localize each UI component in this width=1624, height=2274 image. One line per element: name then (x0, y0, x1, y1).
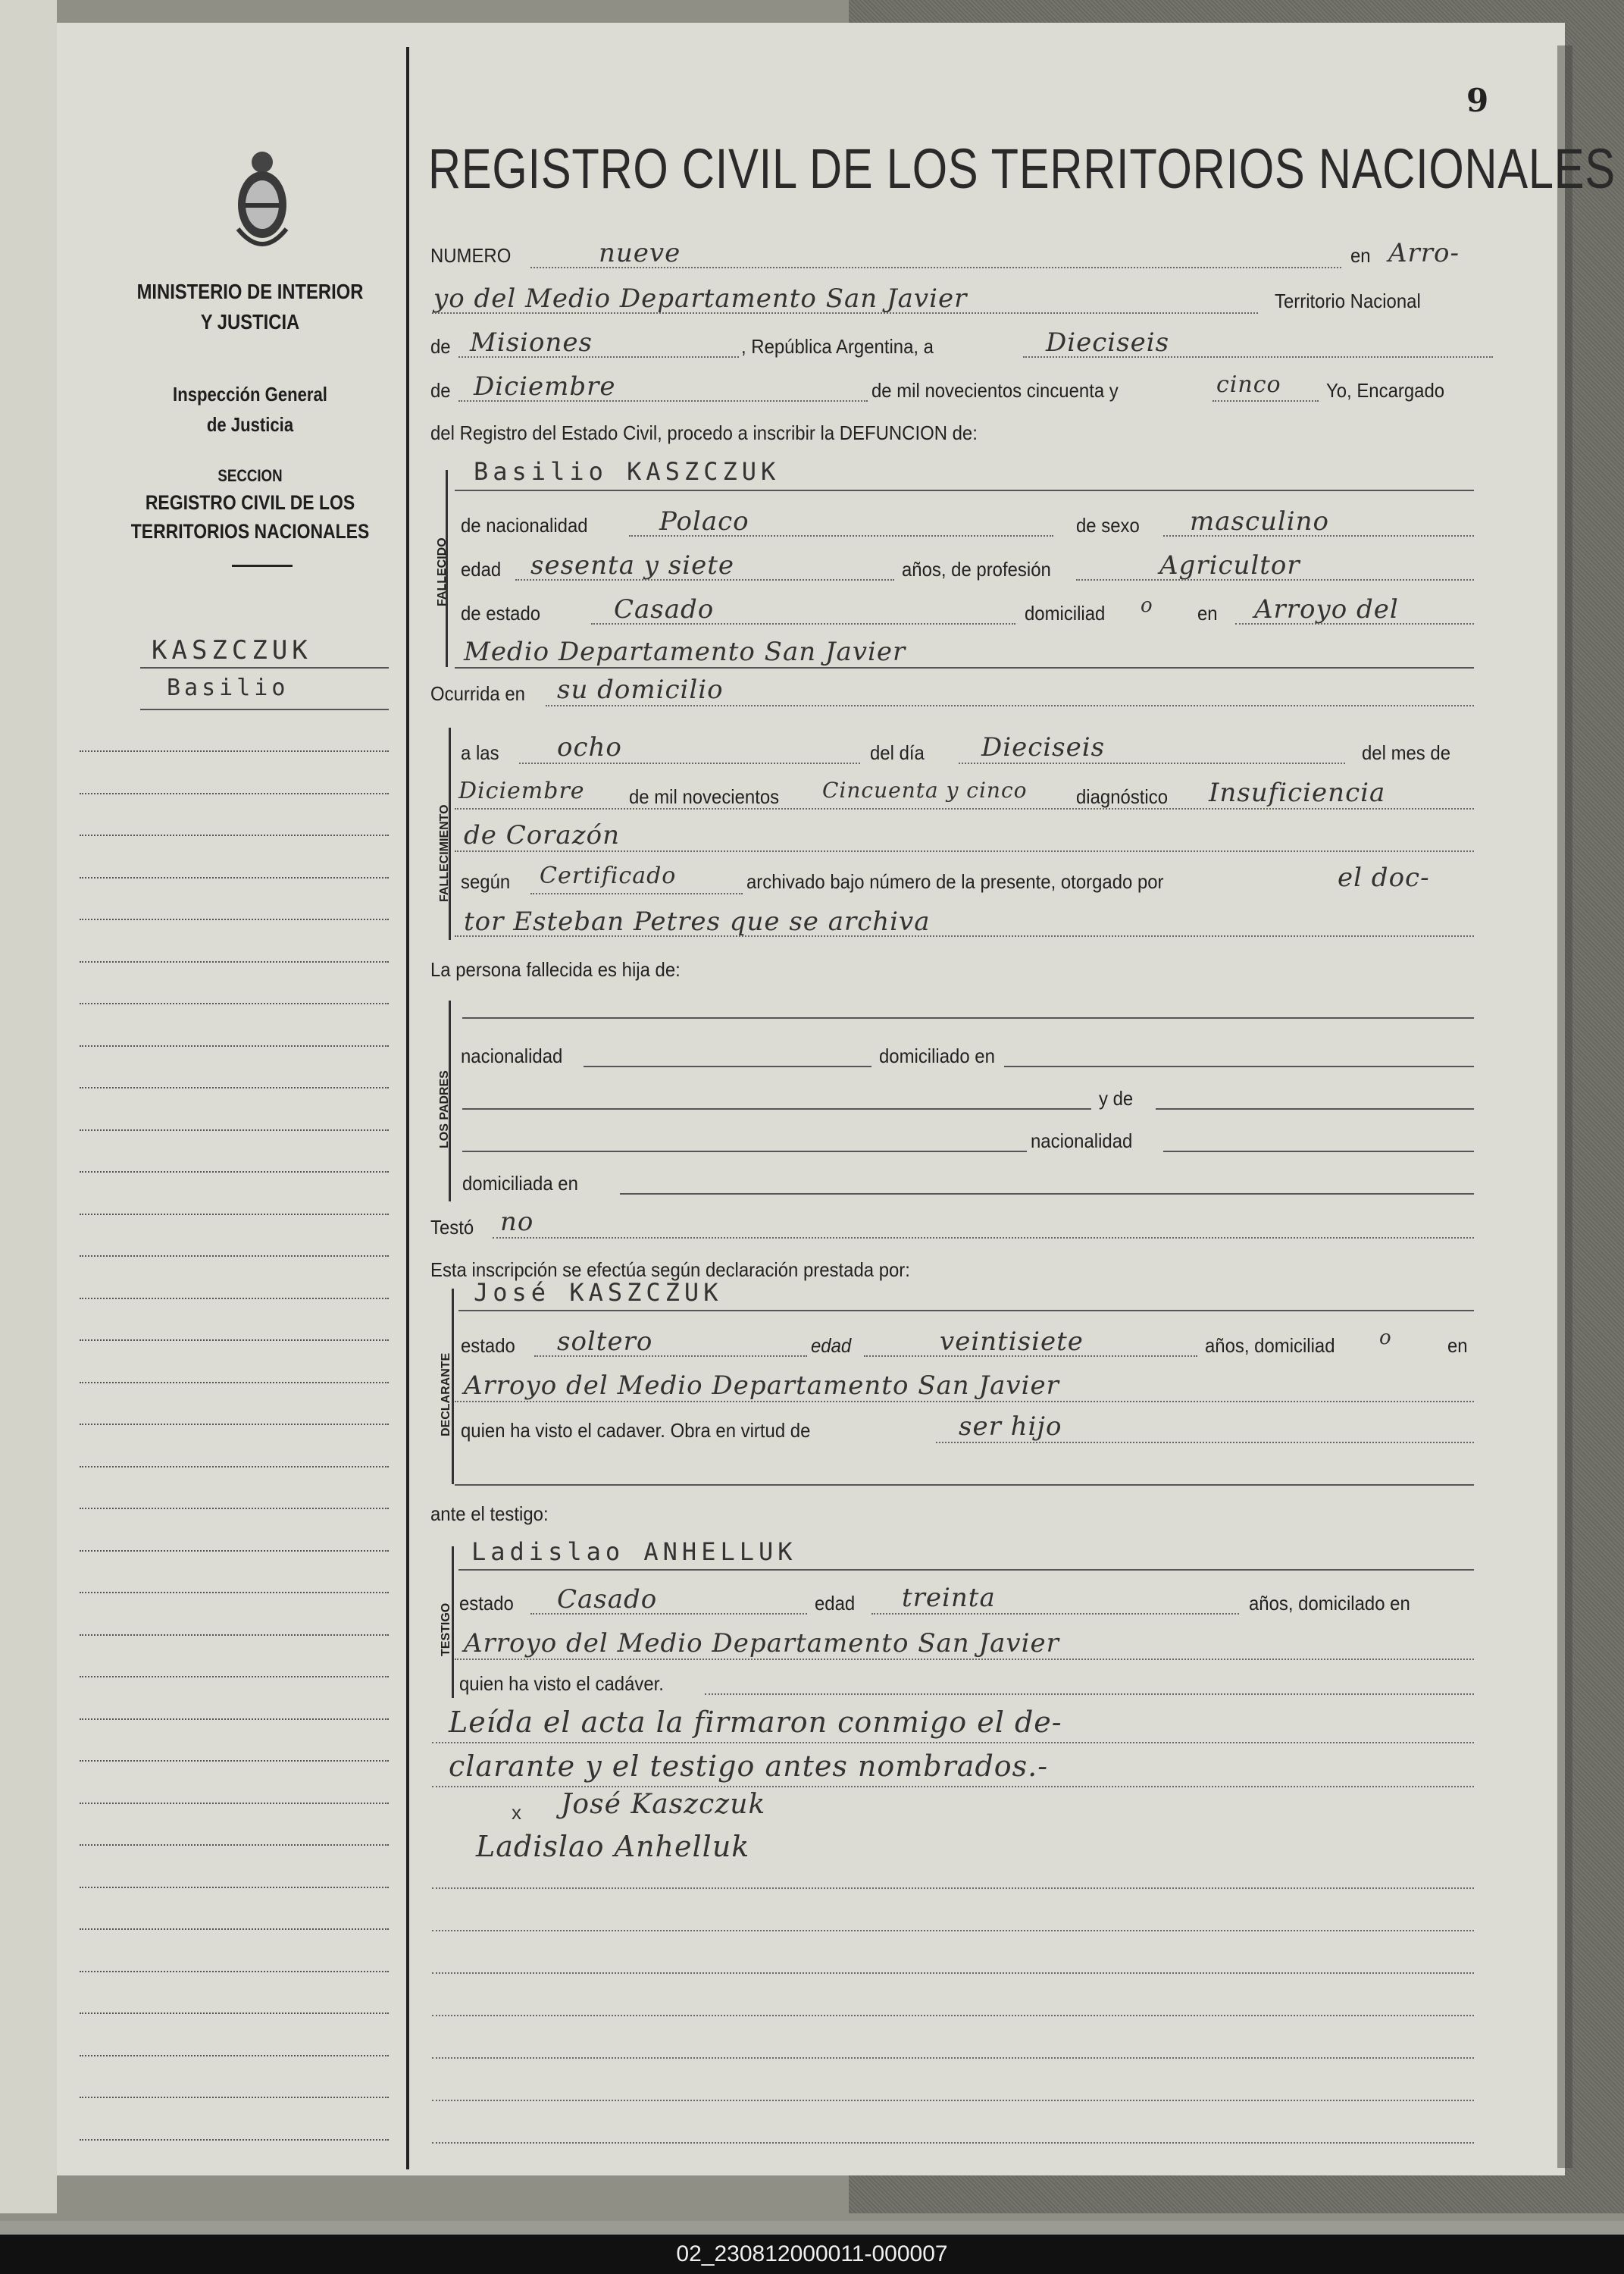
entry-declarante-domicilio: Arroyo del Medio Departamento San Javier (464, 1370, 1059, 1401)
signature-declarante: José Kaszczuk (561, 1789, 766, 1820)
stub-line (80, 835, 389, 836)
label-anos-domiciliado-en: años, domicilado en (1249, 1592, 1410, 1615)
entry-segun: Certificado (540, 863, 677, 889)
ministry-heading (115, 277, 386, 337)
ministry-line-1: MINISTERIO DE INTERIOR (136, 280, 364, 303)
label-anos-domiciliad: años, domiciliad (1205, 1334, 1335, 1357)
field-line (530, 893, 743, 894)
label-testo: Testó (430, 1216, 474, 1239)
section-line-3: TERRITORIOS NACIONALES (130, 520, 370, 543)
entry-declarante: José KASZCZUK (474, 1278, 723, 1307)
label-quien-cadaver: quien ha visto el cadáver. (459, 1672, 664, 1695)
field-line (546, 705, 1474, 706)
label-de-nacionalidad: de nacionalidad (461, 514, 588, 537)
side-label-declarante: DECLARANTE (440, 1352, 452, 1436)
label-del-mes-de: del mes de (1362, 741, 1451, 764)
stub-line (80, 1592, 389, 1593)
label-de-mil-cincuenta: de mil novecientos cincuenta y (871, 379, 1119, 402)
label-en: en (1197, 602, 1218, 625)
label-segun: según (461, 870, 511, 893)
stub-divider (406, 47, 409, 2169)
closing-text-2: clarante y el testigo antes nombrados.- (449, 1749, 1049, 1783)
field-line (1213, 400, 1319, 402)
blank-line (432, 2057, 1474, 2059)
label-en: en (1350, 244, 1371, 267)
field-line (1023, 356, 1493, 358)
field-line (534, 1355, 807, 1357)
stub-line (80, 750, 389, 752)
stub-line (80, 1424, 389, 1425)
side-label-testigo: TESTIGO (440, 1602, 452, 1656)
stub-line (80, 1339, 389, 1341)
label-edad: edad (461, 558, 502, 581)
inspection-heading (115, 379, 386, 440)
page-shadow (1557, 45, 1572, 2168)
entry-diagnostico-1: Insuficiencia (1209, 778, 1386, 808)
stub-line (80, 919, 389, 920)
field-line (705, 1693, 1474, 1695)
stub-line (80, 1214, 389, 1215)
field-line (515, 579, 894, 581)
stub-line (80, 2139, 389, 2141)
label-territorio-nacional: Territorio Nacional (1275, 290, 1421, 312)
entry-dia-fallecimiento: Dieciseis (981, 732, 1106, 763)
field-line (959, 763, 1345, 764)
field-line (432, 312, 1258, 314)
blank-line (432, 1930, 1474, 1931)
entry-ano-fallecimiento: Cincuenta y cinco (822, 778, 1028, 803)
entry-mes: Diciembre (474, 371, 616, 402)
field-line (455, 667, 1474, 669)
field-line (458, 400, 868, 402)
stub-line (80, 961, 389, 963)
stub-line (80, 1718, 389, 1720)
entry-territorio: Misiones (470, 327, 593, 358)
entry-nombre: Basilio KASZCZUK (474, 457, 781, 486)
field-line (455, 935, 1474, 937)
coat-of-arms-icon (232, 146, 293, 255)
entry-testigo-estado: Casado (557, 1584, 658, 1615)
stub-line (80, 1634, 389, 1636)
entry-testigo: Ladislao ANHELLUK (471, 1537, 797, 1566)
label-de: de (430, 335, 451, 358)
label-ocurrida-en: Ocurrida en (430, 682, 525, 705)
stub-column (58, 47, 406, 2169)
stub-line (80, 1971, 389, 1972)
label-edad: edad (815, 1592, 856, 1615)
entry-mes-fallecimiento: Diciembre (458, 778, 585, 804)
entry-declarante-edad: veintisiete (940, 1326, 1084, 1357)
stub-line (80, 1003, 389, 1004)
entry-numero: nueve (599, 238, 681, 268)
stub-line (80, 1129, 389, 1131)
entry-hora: ocho (557, 732, 622, 763)
stub-line (140, 667, 389, 669)
side-label-fallecido: FALLECIDO (436, 537, 449, 606)
entry-declarante-domiciliad-suffix: o (1379, 1326, 1392, 1349)
stub-line (80, 1887, 389, 1888)
label-edad: edad (811, 1334, 852, 1357)
entry-otorgado-1: el doc- (1338, 863, 1430, 893)
entry-domicilio-1: Arroyo del (1254, 594, 1399, 625)
entry-sexo: masculino (1190, 506, 1330, 537)
stub-rule (232, 565, 293, 567)
label-de-mil-novecientos: de mil novecientos (629, 785, 780, 808)
label-nacionalidad: nacionalidad (461, 1045, 563, 1067)
section-heading (115, 464, 386, 546)
entry-dia: Dieciseis (1046, 327, 1170, 358)
entry-nacionalidad: Polaco (659, 506, 749, 537)
label-del-registro: del Registro del Estado Civil, procedo a inscribir la DEFUNCION de: (430, 421, 978, 444)
label-domiciliad: domiciliad (1025, 602, 1106, 625)
stub-line (80, 1676, 389, 1677)
field-line (432, 1786, 1474, 1787)
field-line (629, 535, 1053, 537)
label-archivado: archivado bajo número de la presente, otorgado por (746, 870, 1164, 893)
stub-line (80, 1298, 389, 1299)
blank-line (432, 2142, 1474, 2144)
label-estado: estado (459, 1592, 514, 1615)
field-line (1156, 1108, 1474, 1110)
stub-line (80, 1045, 389, 1047)
field-line (591, 623, 1015, 625)
stub-line (80, 1255, 389, 1257)
field-line (584, 1066, 871, 1067)
stub-given-name: Basilio (167, 675, 289, 701)
label-inscripcion: Esta inscripción se efectúa según declaración prestada por: (430, 1258, 910, 1281)
field-line (530, 1613, 807, 1615)
label-y-de: y de (1099, 1087, 1134, 1110)
side-label-padres: LOS PADRES (438, 1070, 451, 1148)
label-nacionalidad-madre: nacionalidad (1031, 1129, 1133, 1152)
field-line (519, 763, 860, 764)
entry-ocurrida: su domicilio (557, 675, 724, 705)
field-line (1163, 1151, 1474, 1152)
page-number: 9 (1466, 82, 1489, 119)
field-line (458, 1569, 1474, 1571)
field-line (458, 356, 739, 358)
entry-edad: sesenta y siete (530, 550, 735, 581)
label-de: de (430, 379, 451, 402)
field-line (455, 808, 1474, 810)
label-quien-cadaver-obra: quien ha visto el cadaver. Obra en virtud de (461, 1419, 811, 1442)
field-line (455, 1659, 1474, 1660)
stub-line (80, 2097, 389, 2098)
field-line (432, 1742, 1474, 1743)
entry-place-2: yo del Medio Departamento San Javier (433, 283, 968, 314)
blank-line (432, 2015, 1474, 2016)
field-line (493, 1237, 1474, 1239)
stub-line (80, 2055, 389, 2056)
label-persona-hija: La persona fallecida es hija de: (430, 958, 681, 981)
stub-line (80, 1171, 389, 1173)
entry-declarante-estado: soltero (557, 1326, 653, 1357)
field-line (1163, 535, 1474, 537)
entry-domicilio-2: Medio Departamento San Javier (464, 637, 906, 667)
label-a-las: a las (461, 741, 499, 764)
field-line (462, 1151, 1027, 1152)
stub-line (80, 1382, 389, 1383)
label-de-sexo: de sexo (1076, 514, 1140, 537)
field-line (864, 1355, 1197, 1357)
label-en: en (1447, 1334, 1468, 1357)
label-anos-profesion: años, de profesión (902, 558, 1051, 581)
field-line (871, 1613, 1239, 1615)
entry-estado: Casado (614, 594, 715, 625)
field-line (462, 1017, 1474, 1019)
entry-testo: no (500, 1207, 534, 1237)
entry-profesion: Agricultor (1159, 550, 1300, 581)
entry-domiciliad-suffix: o (1141, 594, 1153, 617)
stub-line (80, 1550, 389, 1552)
field-line (455, 850, 1474, 852)
stub-line (80, 877, 389, 879)
stub-line (80, 1466, 389, 1467)
label-domiciliada-en: domiciliada en (462, 1172, 578, 1195)
label-yo-encargado: Yo, Encargado (1326, 379, 1445, 402)
inspection-line-2: de Justicia (206, 413, 294, 436)
side-label-fallecimiento: FALLECIMIENTO (438, 804, 451, 902)
field-line (458, 1310, 1474, 1311)
stub-line (80, 1508, 389, 1509)
blank-line (432, 1972, 1474, 1974)
entry-testigo-edad: treinta (902, 1583, 996, 1613)
stub-line (80, 1760, 389, 1762)
field-line (620, 1193, 1474, 1195)
field-line (936, 1442, 1474, 1443)
stub-line (80, 1803, 389, 1804)
stub-line (80, 2012, 389, 2014)
stub-line (80, 1928, 389, 1930)
stub-surname: KASZCZUK (152, 635, 312, 666)
blank-line (432, 2100, 1474, 2101)
blank-line (432, 1887, 1474, 1889)
label-domiciliado-en: domiciliado en (879, 1045, 995, 1067)
entry-testigo-domicilio: Arroyo del Medio Departamento San Javier (464, 1628, 1059, 1659)
label-ante-testigo: ante el testigo: (430, 1502, 549, 1525)
image-id: 02_230812000011-000007 (676, 2241, 948, 2266)
field-line (455, 1484, 1474, 1486)
field-line (462, 1108, 1091, 1110)
label-diagnostico: diagnóstico (1076, 785, 1169, 808)
label-estado: estado (461, 1334, 515, 1357)
stub-line (140, 709, 389, 710)
page-title: REGISTRO CIVIL DE LOS TERRITORIOS NACIONALES (428, 137, 1616, 200)
stub-line (80, 793, 389, 794)
entry-ano: cinco (1216, 371, 1281, 398)
signature-mark: x (512, 1801, 521, 1824)
entry-declarante-virtud: ser hijo (959, 1411, 1062, 1442)
section-line-2: REGISTRO CIVIL DE LOS (145, 491, 355, 514)
facing-page-edge (0, 0, 57, 2213)
label-de-estado: de estado (461, 602, 541, 625)
inspection-line-1: Inspección General (173, 383, 327, 406)
entry-place-1: Arro- (1388, 238, 1460, 268)
label-numero: NUMERO (430, 244, 512, 267)
section-line-1: SECCION (217, 466, 283, 485)
stub-line (80, 1087, 389, 1088)
field-line (1076, 579, 1474, 581)
closing-text-1: Leída el acta la firmaron conmigo el de- (449, 1706, 1062, 1739)
label-del-dia: del día (870, 741, 925, 764)
field-line (455, 490, 1474, 491)
entry-diagnostico-2: de Corazón (464, 820, 620, 850)
entry-otorgado-2: tor Esteban Petres que se archiva (464, 907, 931, 937)
field-line (1235, 623, 1474, 625)
field-line (1004, 1066, 1474, 1067)
field-line (455, 1401, 1474, 1402)
signature-testigo: Ladislao Anhelluk (476, 1830, 750, 1863)
label-republica: , República Argentina, a (741, 335, 934, 358)
stub-line (80, 1844, 389, 1846)
ministry-line-2: Y JUSTICIA (200, 310, 300, 334)
